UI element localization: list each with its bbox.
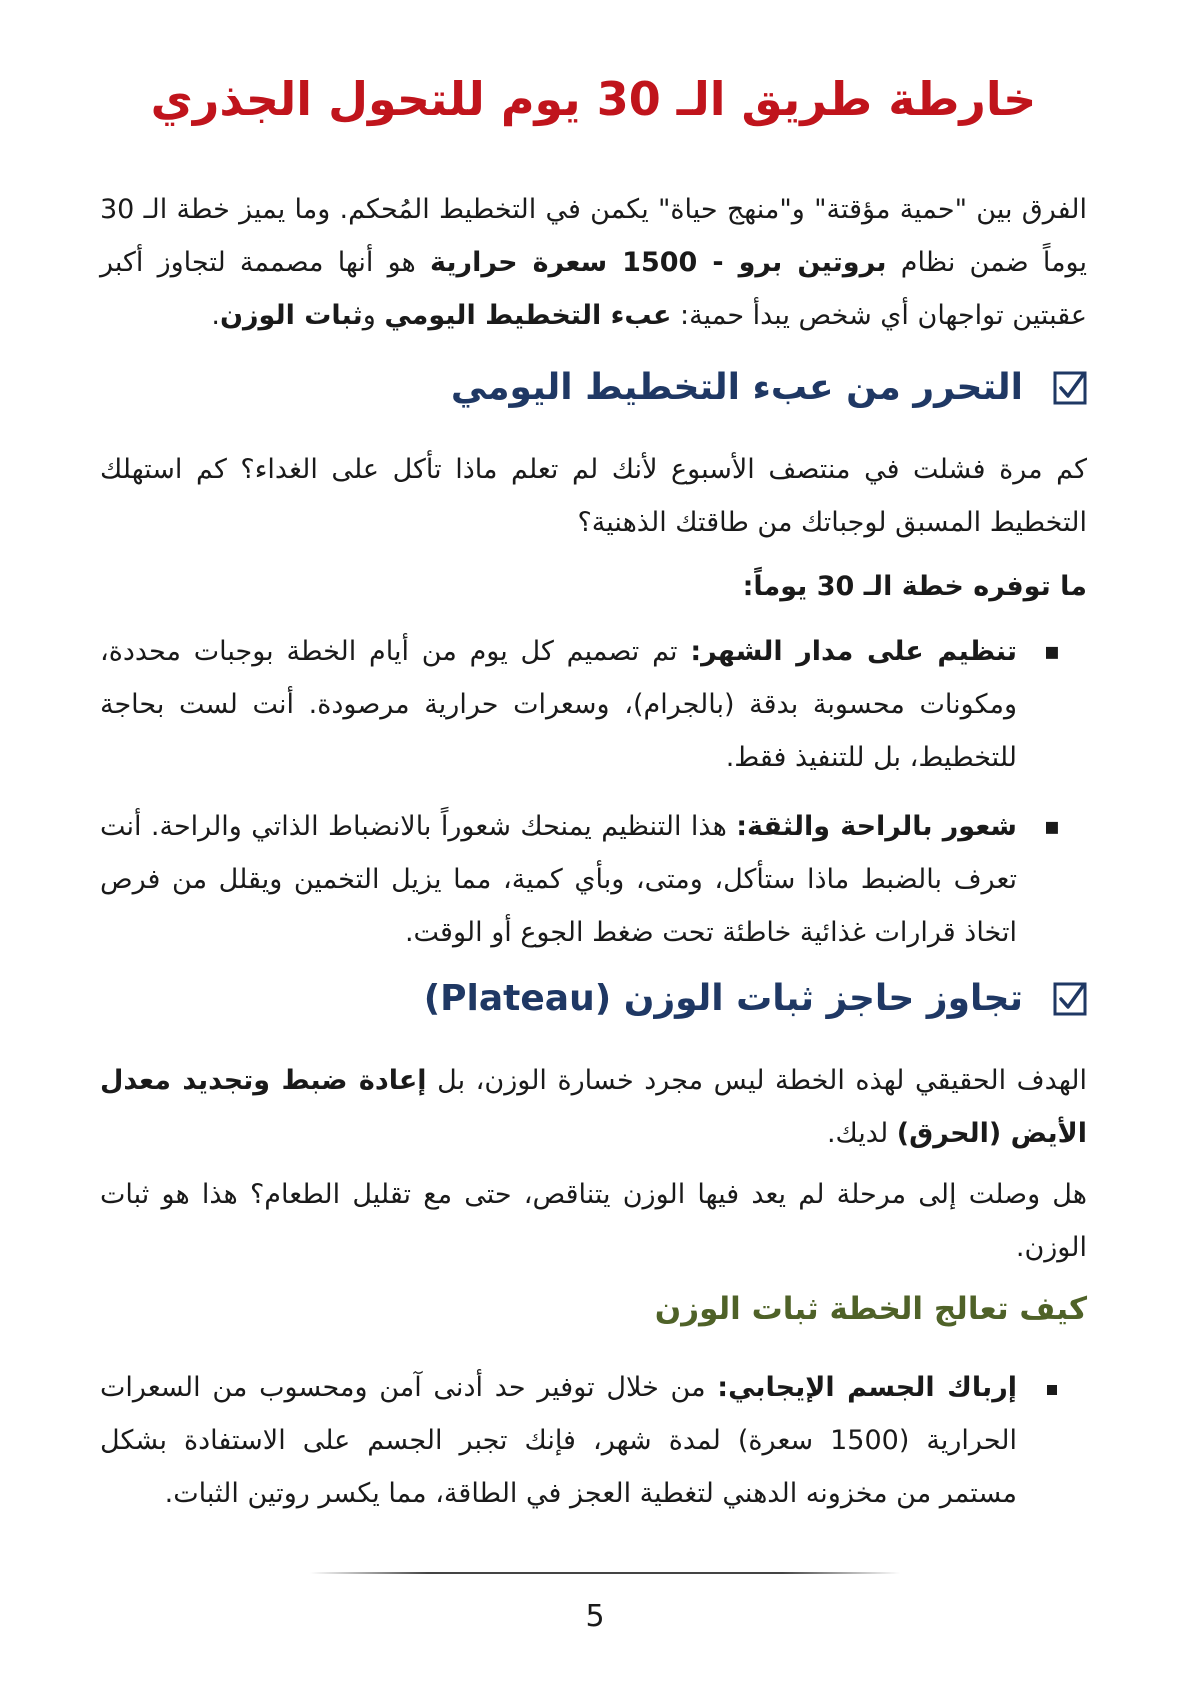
bullet-text <box>100 800 1017 959</box>
section-1-heading-text: التحرر من عبء التخطيط اليومي <box>450 367 1023 408</box>
page-title: خارطة طريق الـ 30 يوم للتحول الجذري <box>150 72 1037 126</box>
bullet-lead: إرباك الجسم الإيجابي: <box>717 1372 1017 1403</box>
section-1-heading <box>100 367 1087 408</box>
square-bullet-icon <box>1047 1385 1057 1395</box>
intro-text-3: و <box>362 300 385 331</box>
page-number: 5 <box>585 1599 605 1634</box>
bullet-lead: شعور بالراحة والثقة: <box>736 811 1017 842</box>
goal-bold: إعادة ضبط وتجديد معدل الأيض (الحرق) <box>100 1065 1087 1149</box>
goal-text-2: لديك. <box>826 1118 897 1149</box>
intro-text-2: هو أنها مصممة لتجاوز أكبر عقبتين تواجهان أي شخص يبدأ حمية: <box>100 247 1087 331</box>
section-2-goal <box>100 1054 1087 1160</box>
intro-paragraph <box>100 183 1087 342</box>
bullet-body: هذا التنظيم يمنحك شعوراً بالانضباط الذاتي والراحة. أنت تعرف بالضبط ماذا ستأكل، ومتى، وبأي كمية، مما يزيل التخمين ويقلل من فرص اتخاذ قرارات غذائية خاطئة تحت ضغط الجوع أو الوقت. <box>100 811 1017 948</box>
section-2-question: هل وصلت إلى مرحلة لم يعد فيها الوزن يتناقص، حتى مع تقليل الطعام؟ هذا هو ثبات الوزن. <box>100 1179 1087 1263</box>
section-2-subheading: كيف تعالج الخطة ثبات الوزن <box>654 1291 1087 1327</box>
list-item <box>100 1361 1087 1520</box>
bullet-marker: ▪ <box>1043 637 1061 665</box>
intro-bold-3: ثبات الوزن <box>219 300 363 331</box>
section-2-heading <box>100 978 1087 1019</box>
intro-bold-1: بروتين برو - 1500 سعرة حرارية <box>430 247 887 278</box>
intro-bold-2: عبء التخطيط اليومي <box>384 300 672 331</box>
bullet-lead: تنظيم على مدار الشهر: <box>690 636 1017 667</box>
document-page <box>100 0 1087 1683</box>
bullet-marker: ▪ <box>1043 812 1061 840</box>
footer-divider <box>310 1572 900 1574</box>
goal-text-1: الهدف الحقيقي لهذه الخطة ليس مجرد خسارة الوزن، بل <box>426 1065 1088 1096</box>
bullet-body: من خلال توفير حد أدنى آمن ومحسوب من السعرات الحرارية (1500 سعرة) لمدة شهر، فإنك تجبر الجسم على الاستفادة بشكل مستمر من مخزونه الدهني لتغطية العجز في الطاقة، مما يكسر روتين الثبات. <box>100 1372 1017 1509</box>
list-item <box>100 800 1087 959</box>
bullet-text <box>100 1361 1017 1520</box>
bullet-body: تم تصميم كل يوم من أيام الخطة بوجبات محددة، ومكونات محسوبة بدقة (بالجرام)، وسعرات حرارية مرصودة. أنت لست بحاجة للتخطيط، بل للتنفيذ فقط. <box>100 636 1017 773</box>
checkbox-check-icon <box>1053 371 1087 405</box>
intro-text-1: الفرق بين "حمية مؤقتة" و"منهج حياة" يكمن في التخطيط المُحكم. وما يميز خطة الـ 30 يوماً ضمن نظام <box>100 194 1087 278</box>
bullet-marker <box>1017 1361 1087 1414</box>
section-2-heading-text: تجاوز حاجز ثبات الوزن (Plateau) <box>423 978 1023 1019</box>
bullet-text <box>100 625 1017 784</box>
intro-text-4: . <box>211 300 220 331</box>
list-item <box>100 625 1087 784</box>
section-1-question: كم مرة فشلت في منتصف الأسبوع لأنك لم تعلم ماذا تأكل على الغداء؟ كم استهلك التخطيط المسبق لوجباتك من طاقتك الذهنية؟ <box>100 454 1087 538</box>
section-1-subheading: ما توفره خطة الـ 30 يوماً: <box>742 571 1087 602</box>
checkbox-check-icon <box>1053 982 1087 1016</box>
